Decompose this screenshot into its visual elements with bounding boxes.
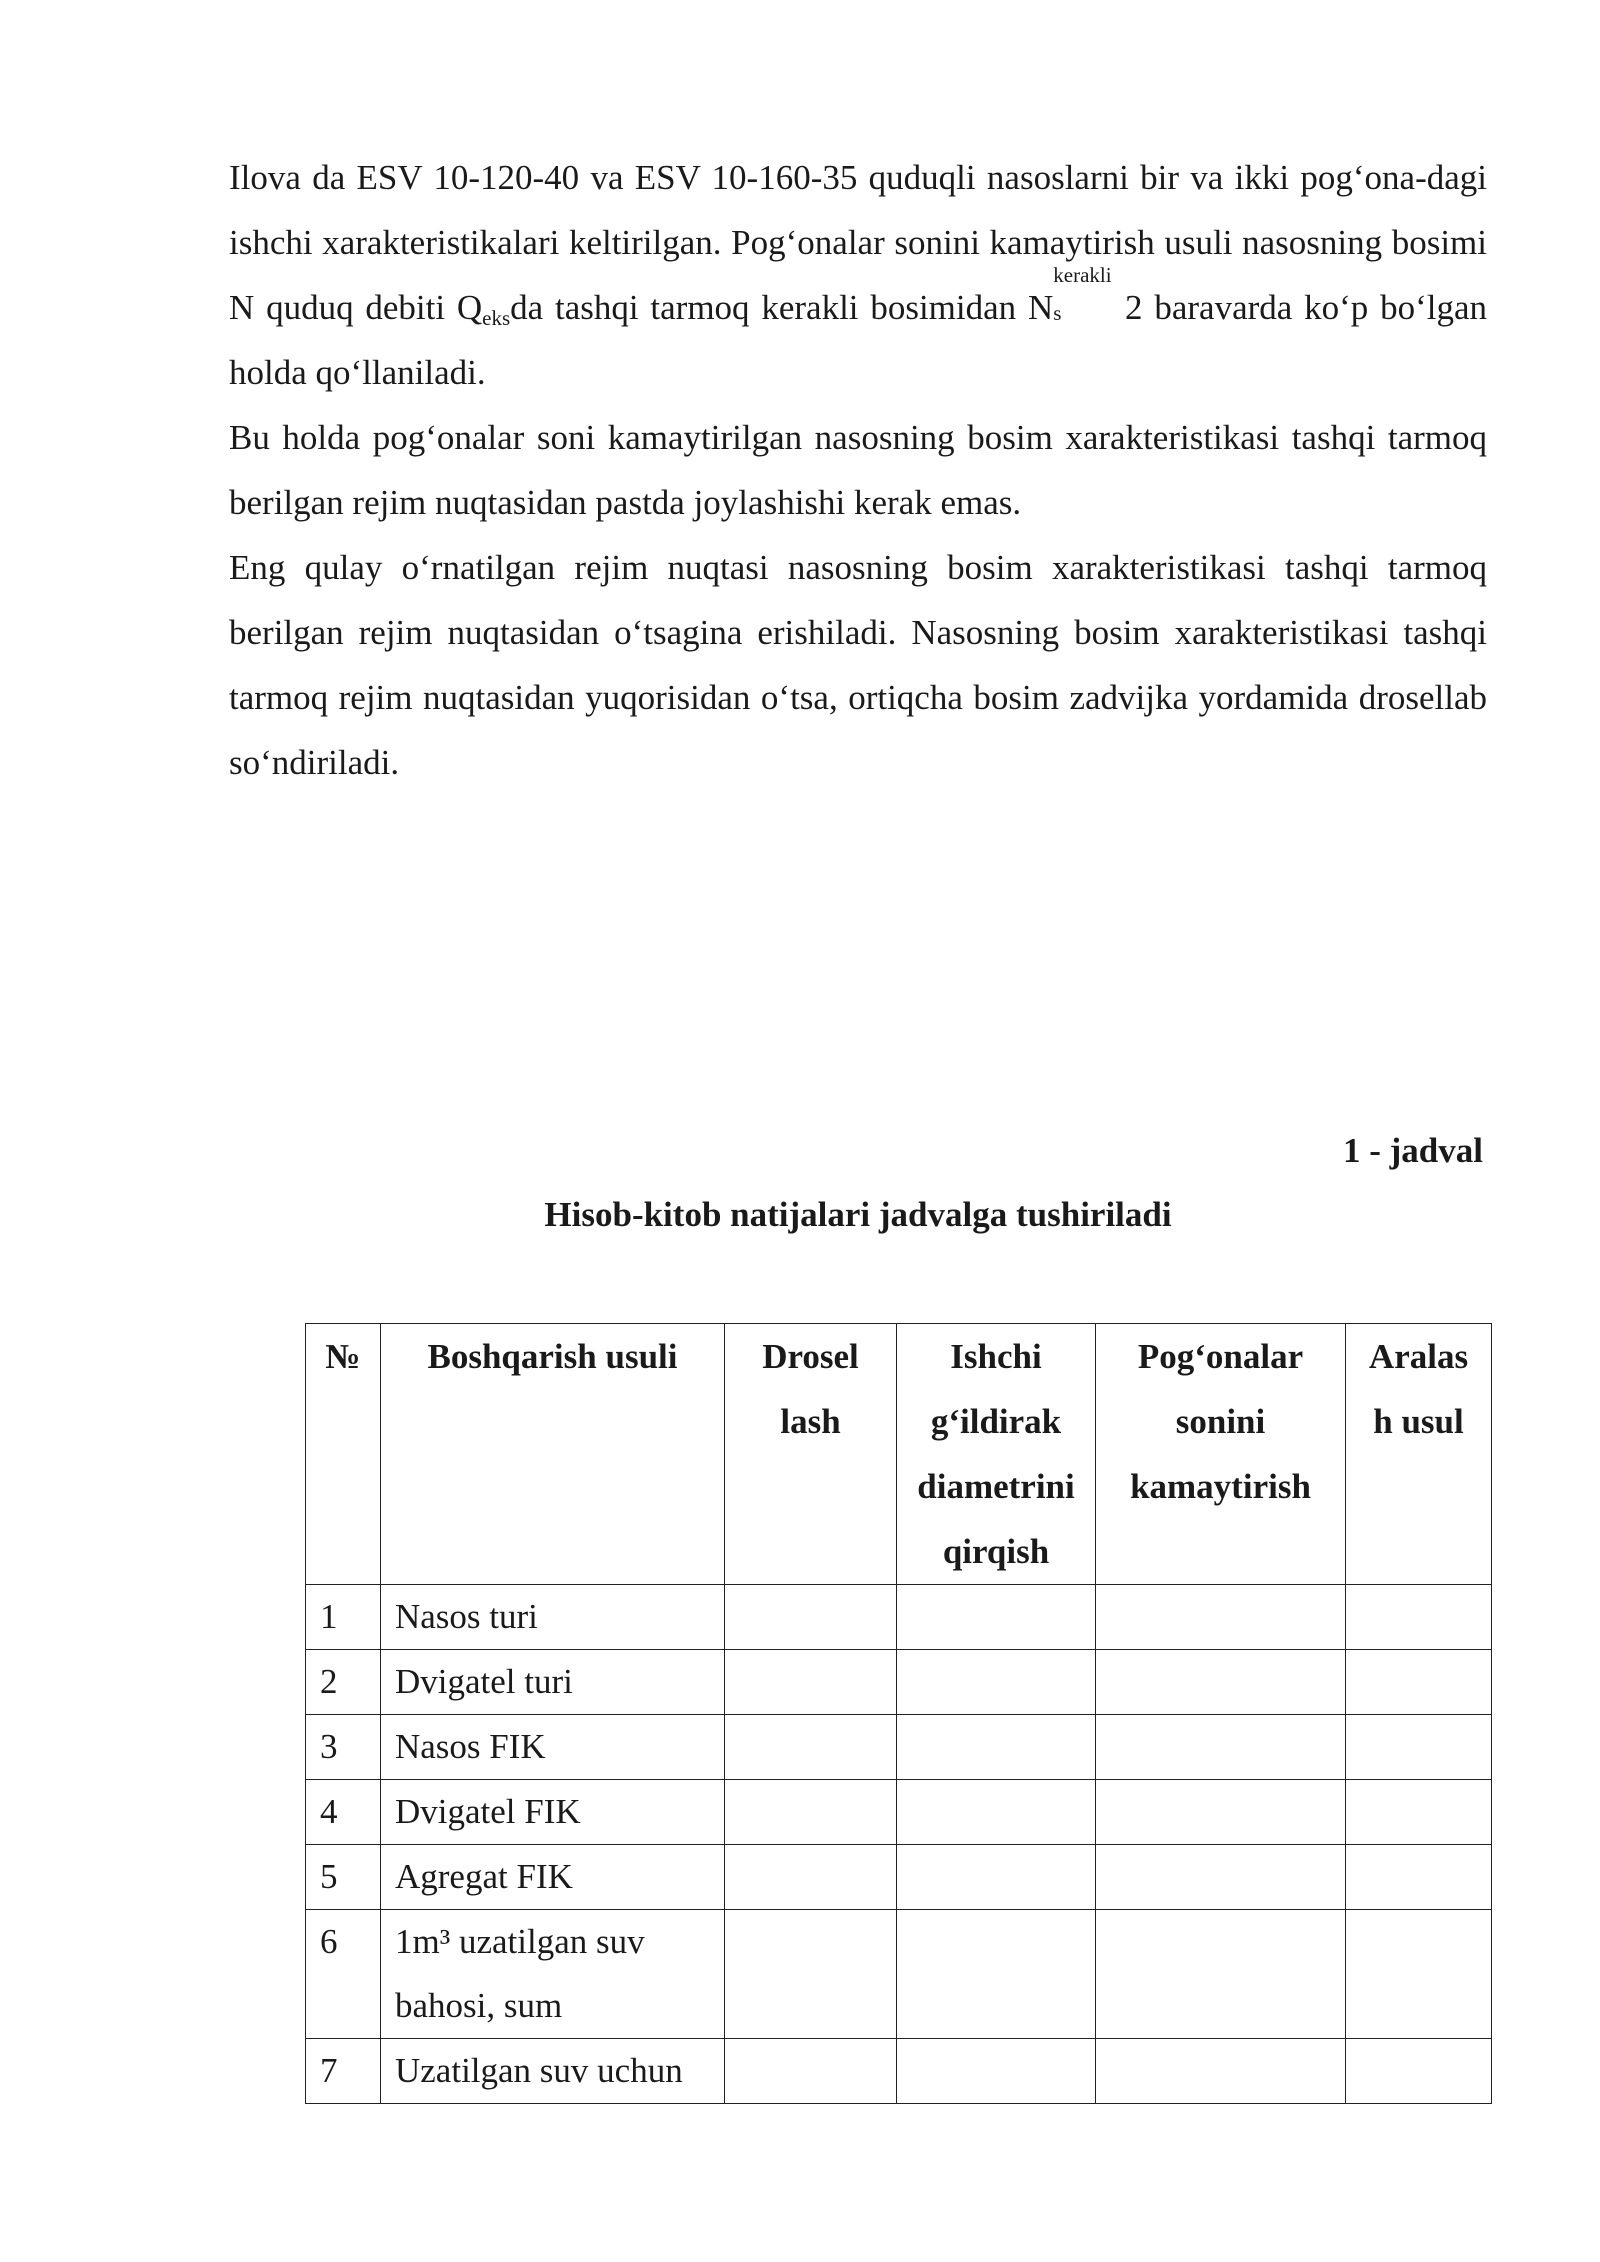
- body-text: [229, 145, 1487, 795]
- empty-cell: [1096, 1650, 1346, 1715]
- empty-cell: [1346, 1585, 1492, 1650]
- header-mixed-method: Aralas h usul: [1346, 1324, 1492, 1585]
- empty-cell: [1096, 1845, 1346, 1910]
- header-method: Boshqarish usuli: [381, 1324, 725, 1585]
- empty-cell: [897, 1845, 1096, 1910]
- empty-cell: [725, 2039, 897, 2104]
- row-num: 1: [306, 1585, 381, 1650]
- q-subscript: eks: [482, 306, 511, 330]
- empty-cell: [1096, 1585, 1346, 1650]
- empty-cell: [725, 1715, 897, 1780]
- header-stage-reduction: Pog‘onalar sonini kamaytirish: [1096, 1324, 1346, 1585]
- row-num: 2: [306, 1650, 381, 1715]
- row-label: Agregat FIK: [381, 1845, 725, 1910]
- empty-cell: [897, 1780, 1096, 1845]
- header-impeller-trimming: Ishchi g‘ildirak diametrini qirqish: [897, 1324, 1096, 1585]
- empty-cell: [897, 1910, 1096, 2039]
- row-label: Dvigatel turi: [381, 1650, 725, 1715]
- table-row: [306, 1715, 1492, 1780]
- table-row: [306, 1910, 1492, 2039]
- empty-cell: [1346, 1715, 1492, 1780]
- row-num: 7: [306, 2039, 381, 2104]
- empty-cell: [725, 1650, 897, 1715]
- empty-cell: [725, 1780, 897, 1845]
- empty-cell: [1096, 1910, 1346, 2039]
- paragraph-1: [229, 145, 1487, 405]
- empty-cell: [1346, 1910, 1492, 2039]
- empty-cell: [1096, 1715, 1346, 1780]
- empty-cell: [1346, 1845, 1492, 1910]
- paragraph-1-part-a: Ilova da ESV 10-120-40 va ESV 10-160-35 quduqli nasoslarni bir va ikki pog‘ona-dagi ishchi xarakteristikalari keltirilgan. Pog‘onalar sonini kamaytirish usuli nasosning bosimi N quduq debiti Q: [229, 158, 1487, 327]
- empty-cell: [725, 1585, 897, 1650]
- empty-cell: [725, 1910, 897, 2039]
- row-label: Dvigatel FIK: [381, 1780, 725, 1845]
- paragraph-1-part-c: 2 baravarda ko‘p bo‘lgan holda qo‘llaniladi.: [229, 288, 1487, 392]
- table-number-label: 1 - jadval: [1343, 1131, 1483, 1170]
- empty-cell: [1346, 2039, 1492, 2104]
- row-label: 1m³ uzatilgan suv bahosi, sum: [381, 1910, 725, 2039]
- empty-cell: [897, 1585, 1096, 1650]
- header-throttling: Drosel lash: [725, 1324, 897, 1585]
- paragraph-1-part-b: da tashqi tarmoq kerakli bosimidan N: [510, 288, 1054, 327]
- row-num: 5: [306, 1845, 381, 1910]
- empty-cell: [725, 1845, 897, 1910]
- table-row: [306, 1845, 1492, 1910]
- empty-cell: [1096, 1780, 1346, 1845]
- empty-cell: [1096, 2039, 1346, 2104]
- table-title: Hisob-kitob natijalari jadvalga tushiriladi: [544, 1195, 1172, 1234]
- table-row: [306, 1780, 1492, 1845]
- row-num: 3: [306, 1715, 381, 1780]
- empty-cell: [897, 2039, 1096, 2104]
- empty-cell: [897, 1715, 1096, 1780]
- results-table: [305, 1323, 1492, 2104]
- table-row: [306, 1650, 1492, 1715]
- n-super-subscript: [1053, 263, 1113, 325]
- row-label: Nasos FIK: [381, 1715, 725, 1780]
- n-superscript: kerakli: [1053, 263, 1112, 287]
- row-num: 4: [306, 1780, 381, 1845]
- empty-cell: [897, 1650, 1096, 1715]
- table-row: [306, 2039, 1492, 2104]
- table-header-row: [306, 1324, 1492, 1585]
- empty-cell: [1346, 1650, 1492, 1715]
- row-num: 6: [306, 1910, 381, 2039]
- table-row: [306, 1585, 1492, 1650]
- paragraph-3: Eng qulay o‘rnatilgan rejim nuqtasi nasosning bosim xarakteristikasi tashqi tarmoq berilgan rejim nuqtasidan o‘tsagina erishiladi. Nasosning bosim xarakteristikasi tashqi tarmoq rejim nuqtasidan yuqorisidan o‘tsa, ortiqcha bosim zadvijka yordamida drosellab so‘ndiriladi.: [229, 548, 1487, 782]
- header-num: №: [306, 1324, 381, 1585]
- empty-cell: [1346, 1780, 1492, 1845]
- paragraph-2: Bu holda pog‘onalar soni kamaytirilgan nasosning bosim xarakteristikasi tashqi tarmoq berilgan rejim nuqtasidan pastda joylashishi kerak emas.: [229, 418, 1487, 522]
- row-label: Uzatilgan suv uchun: [381, 2039, 725, 2104]
- row-label: Nasos turi: [381, 1585, 725, 1650]
- n-subscript: s: [1053, 301, 1062, 325]
